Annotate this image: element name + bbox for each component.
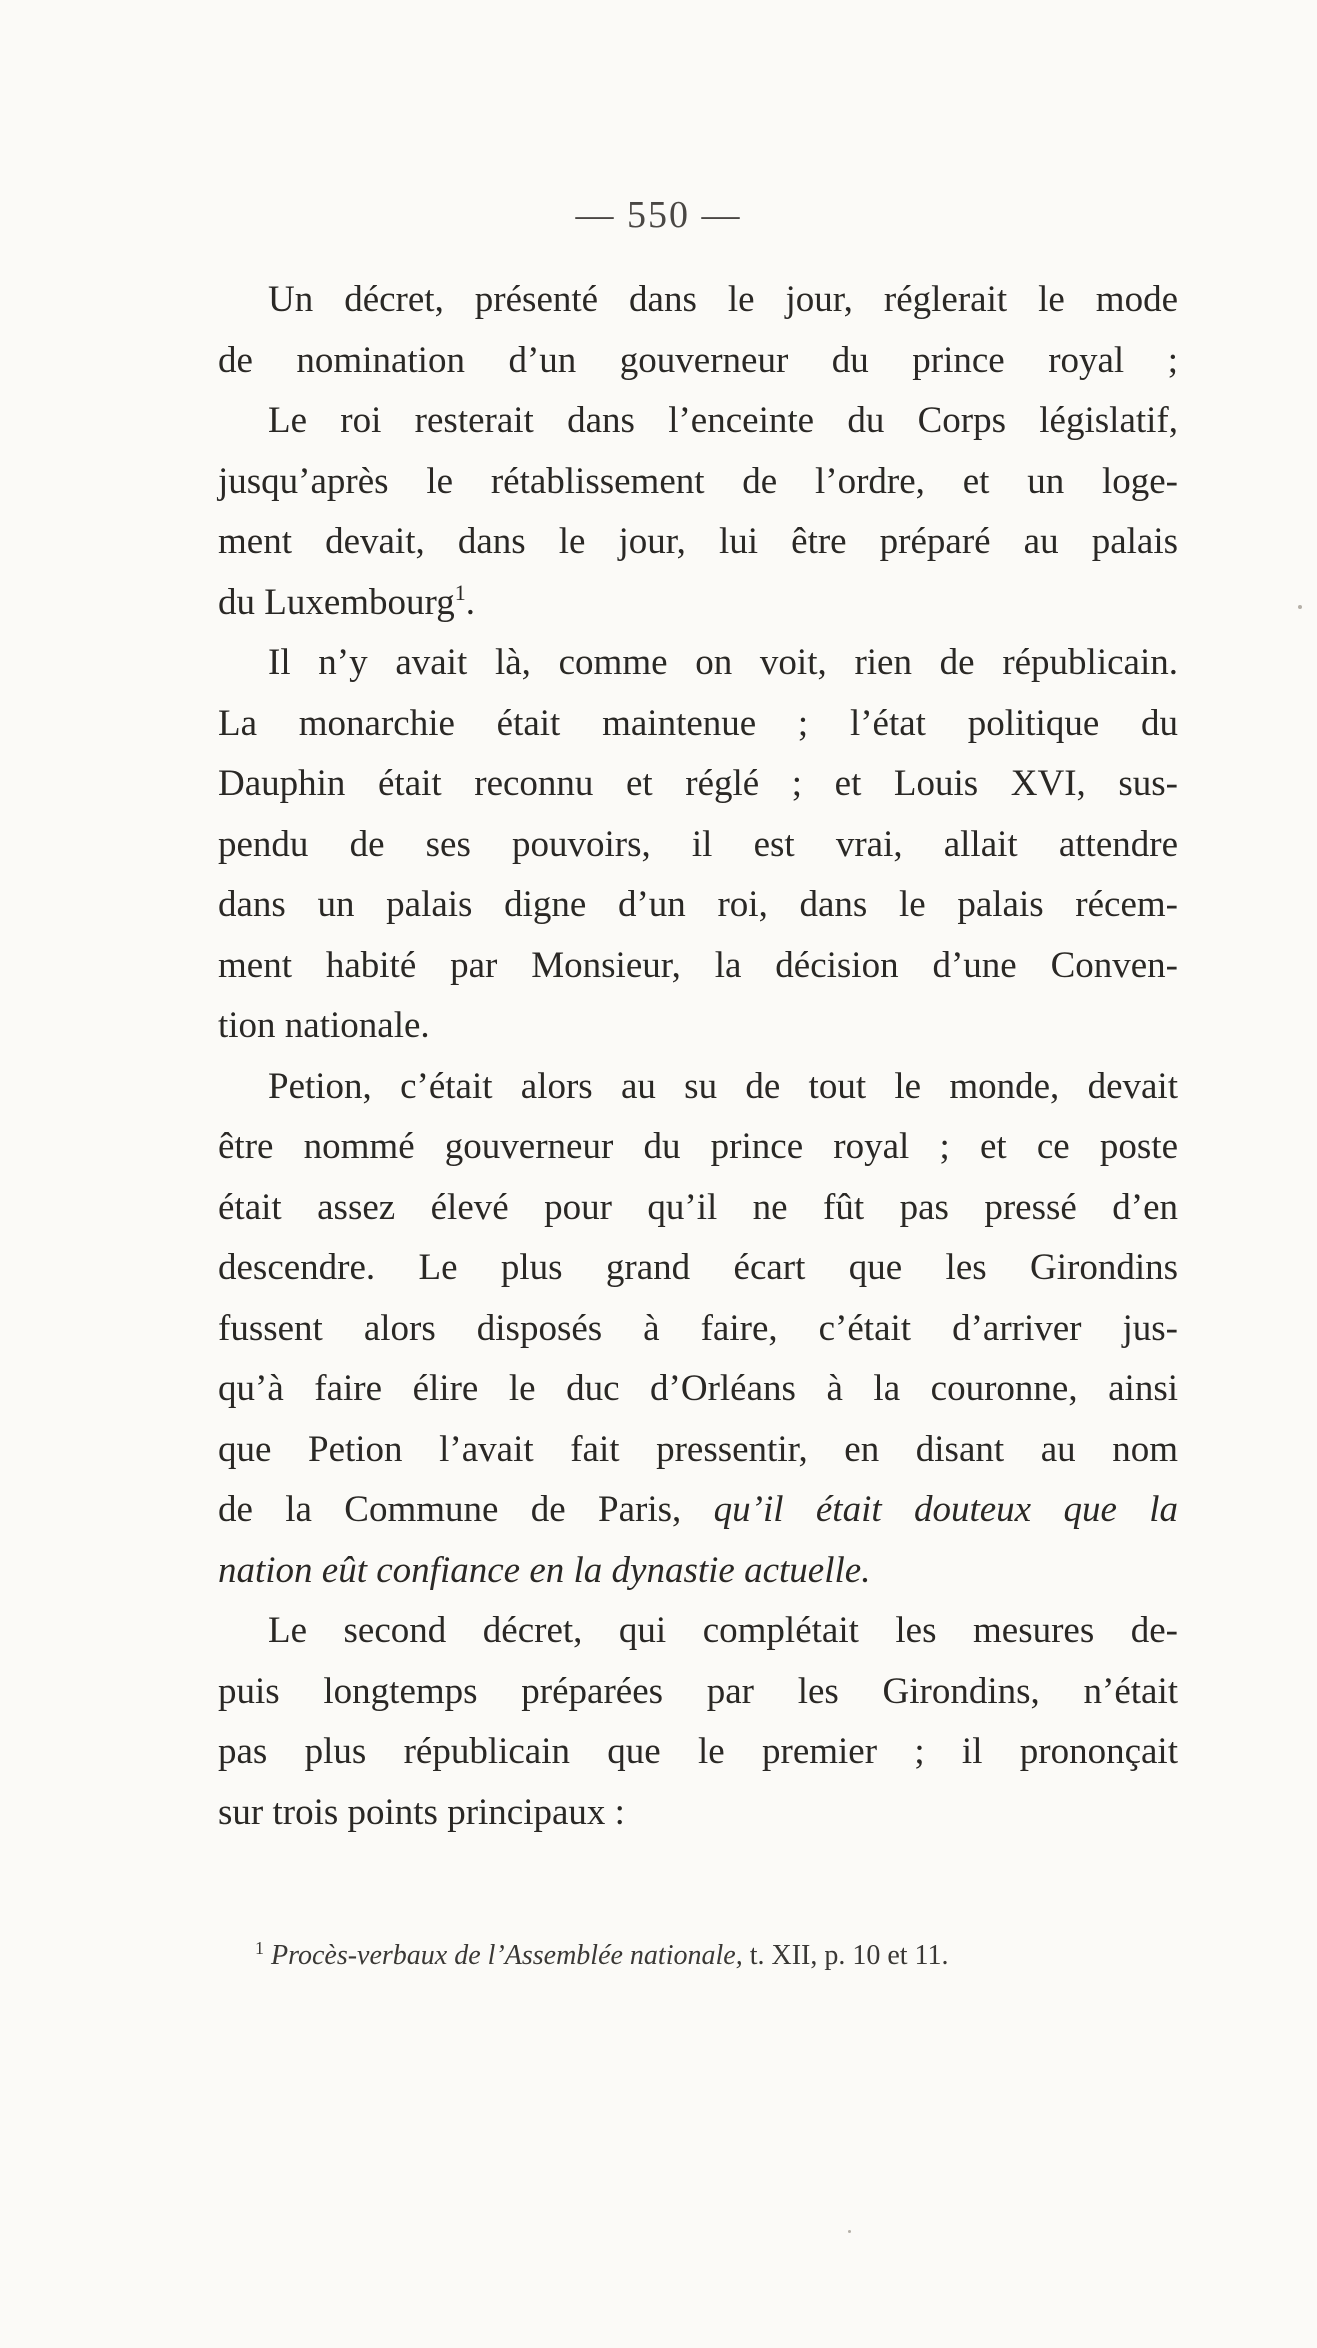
text-line: Dauphin était reconnu et réglé ; et Louis XVI, sus- — [218, 763, 1178, 804]
text-line: sur trois points principaux : — [218, 1791, 625, 1833]
text-line: était assez élevé pour qu’il ne fût pas pressé d’en — [218, 1186, 1178, 1228]
text-line: qu’à faire élire le duc d’Orléans à la couronne, ainsi — [218, 1368, 1178, 1409]
italic-quote: qu’il était douteux que la — [713, 1489, 1178, 1530]
text-line: fussent alors disposés à faire, c’était d’arriver jus- — [218, 1307, 1178, 1349]
text-line: tion nationale. — [218, 1005, 430, 1046]
text-line: que Petion l’avait fait pressentir, en disant au nom — [218, 1428, 1178, 1470]
text-line: Il n’y avait là, comme on voit, rien de républicain. — [268, 642, 1178, 683]
text-line: pendu de ses pouvoirs, il est vrai, allait attendre — [218, 823, 1178, 865]
text-line: ment habité par Monsieur, la décision d’une Conven- — [218, 944, 1178, 986]
text-line: de nomination d’un gouverneur du prince royal ; — [218, 339, 1178, 381]
footnote-reference: 1 — [454, 579, 466, 605]
footnote-marker: 1 — [255, 1938, 264, 1958]
text-fragment: de la Commune de Paris, — [218, 1489, 682, 1530]
text-line: La monarchie était maintenue ; l’état politique du — [218, 702, 1178, 744]
footnote-reference-text: t. XII, p. 10 et 11. — [749, 1940, 949, 1971]
text-line: Le roi resterait dans l’enceinte du Corps législatif, — [268, 400, 1178, 441]
paper-speck — [1298, 605, 1302, 609]
text-line: descendre. Le plus grand écart que les Girondins — [218, 1247, 1178, 1288]
text-line: Petion, c’était alors au su de tout le monde, devait — [268, 1065, 1178, 1107]
text-fragment: du Luxembourg — [218, 581, 455, 623]
text-line: Un décret, présenté dans le jour, réglerait le mode — [268, 279, 1178, 320]
text-line: jusqu’après le rétablissement de l’ordre, et un loge- — [218, 460, 1178, 502]
text-line: puis longtemps préparées par les Girondins, n’était — [218, 1670, 1178, 1712]
paper-speck — [848, 2230, 851, 2233]
text-line: pas plus républicain que le premier ; il prononçait — [218, 1731, 1178, 1772]
text-line — [218, 573, 1178, 634]
text-line: dans un palais digne d’un roi, dans le palais récem- — [218, 884, 1178, 925]
italic-quote-line: nation eût confiance en la dynastie actuelle. — [218, 1549, 871, 1591]
text-fragment: . — [465, 581, 475, 623]
text-line: être nommé gouverneur du prince royal ; et ce poste — [218, 1126, 1178, 1167]
text-line: ment devait, dans le jour, lui être préparé au palais — [218, 521, 1178, 562]
page-number: — 550 — — [575, 194, 742, 236]
text-line: Le second décret, qui complétait les mesures de- — [268, 1610, 1178, 1651]
footnote-source-title: Procès-verbaux de l’Assemblée nationale, — [271, 1940, 743, 1971]
body-text — [218, 270, 1178, 1843]
text-line — [218, 1480, 1178, 1541]
footnote — [255, 1940, 1175, 1972]
